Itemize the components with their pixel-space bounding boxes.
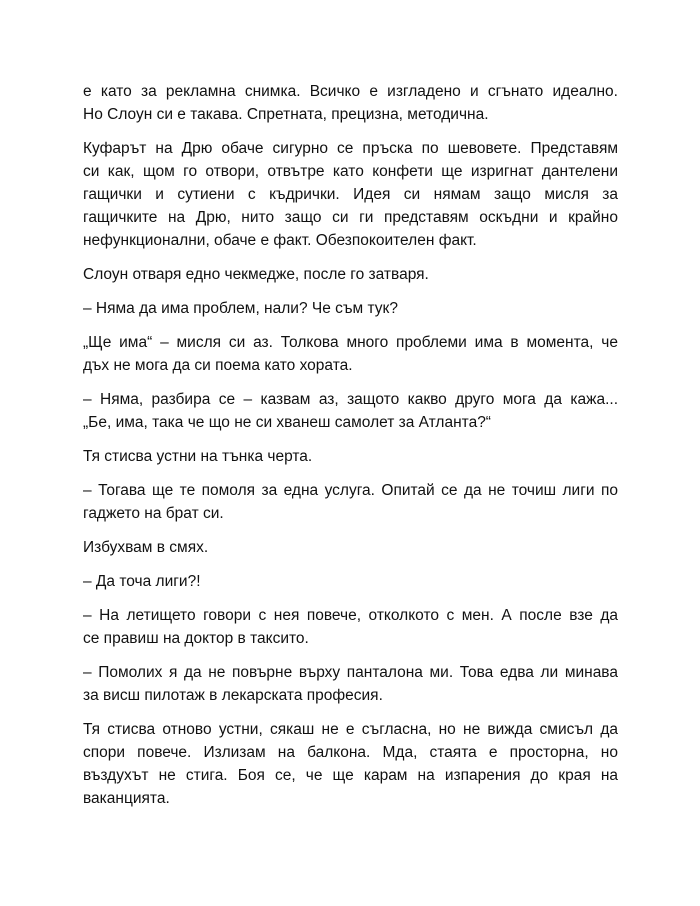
document-page	[83, 80, 618, 821]
text-line: „Бе, има, така че що не си хванеш самолет за Атланта?“	[83, 414, 491, 431]
text-line: Но Слоун си е такава. Спретната, прецизна, методична.	[83, 106, 489, 123]
paragraph	[83, 331, 618, 377]
paragraph	[83, 604, 618, 650]
text-line: гащичките на Дрю, нито защо си ги представям оскъдни и крайно	[83, 209, 618, 226]
text-line: Тя стисва отново устни, сякаш не е съгласна, но не вижда смисъл да	[83, 721, 618, 738]
text-line: – На летището говори с нея повече, отколкото с мен. А после взе да	[83, 607, 618, 624]
text-line: – Помолих я да не повърне върху панталона ми. Това едва ли минава	[83, 664, 618, 681]
text-line: гащички и сутиени с къдрички. Идея си нямам защо мисля за	[83, 186, 618, 203]
text-line: се правиш на доктор в таксито.	[83, 630, 309, 647]
text-line: – Няма, разбира се – казвам аз, защото какво друго мога да кажа...	[83, 391, 618, 408]
text-line: дъх не мога да си поема като хората.	[83, 357, 353, 374]
paragraph	[83, 479, 618, 525]
paragraph	[83, 570, 618, 593]
paragraph	[83, 718, 618, 810]
text-line: – Тогава ще те помоля за една услуга. Опитай се да не точиш лиги по	[83, 482, 618, 499]
paragraph	[83, 137, 618, 252]
paragraph	[83, 297, 618, 320]
paragraph	[83, 536, 618, 559]
text-line: ваканцията.	[83, 790, 170, 807]
text-line: нефункционални, обаче е факт. Обезпокоителен факт.	[83, 232, 477, 249]
text-line: Куфарът на Дрю обаче сигурно се пръска по шевовете. Представям	[83, 140, 618, 157]
paragraph	[83, 445, 618, 468]
text-line: Слоун отваря едно чекмедже, после го затваря.	[83, 266, 429, 283]
paragraph	[83, 661, 618, 707]
text-line: за висш пилотаж в лекарската професия.	[83, 687, 383, 704]
text-line: „Ще има“ – мисля си аз. Толкова много проблеми има в момента, че	[83, 334, 618, 351]
paragraph	[83, 80, 618, 126]
paragraph	[83, 388, 618, 434]
text-line: въздухът не стига. Боя се, че ще карам на изпарения до края на	[83, 767, 618, 784]
text-line: гаджето на брат си.	[83, 505, 224, 522]
text-line: – Няма да има проблем, нали? Че съм тук?	[83, 300, 398, 317]
text-line: Избухвам в смях.	[83, 539, 209, 556]
text-line: е като за рекламна снимка. Всичко е изгладено и сгънато идеално.	[83, 83, 618, 100]
text-line: спори повече. Излизам на балкона. Мда, стаята е просторна, но	[83, 744, 618, 761]
text-line: си как, щом го отвори, отвътре като конфети ще изригнат дантелени	[83, 163, 618, 180]
paragraph	[83, 263, 618, 286]
text-line: – Да точа лиги?!	[83, 573, 201, 590]
text-line: Тя стисва устни на тънка черта.	[83, 448, 313, 465]
